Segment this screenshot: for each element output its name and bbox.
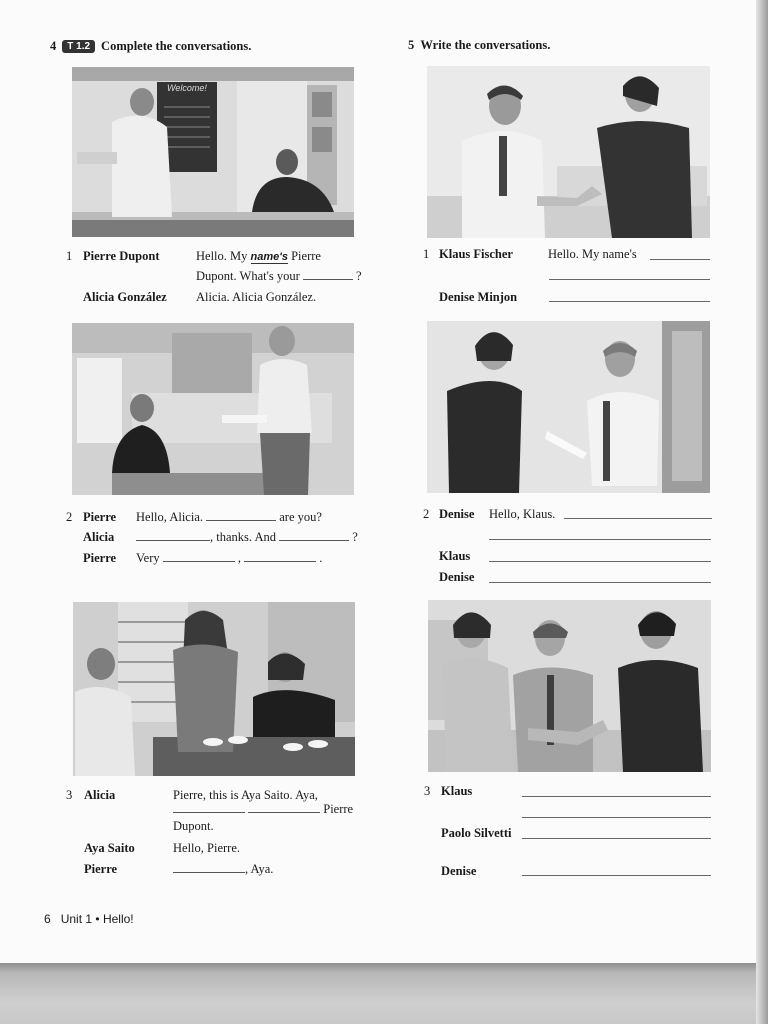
ex5-conv2-answer-line-2[interactable] bbox=[489, 539, 711, 540]
photo-alicia-introduces-aya bbox=[73, 602, 355, 776]
ex5-conv3-answer-line-4[interactable] bbox=[522, 875, 711, 876]
photo-denise-klaus-greeting bbox=[427, 321, 710, 493]
ex4-conv3-line-4: Hello, Pierre. bbox=[173, 841, 240, 855]
ex5-conv1-speaker-klaus-fischer: Klaus Fischer bbox=[439, 247, 513, 261]
ex4-conv2-line-3-start: Very bbox=[136, 551, 160, 565]
ex5-conv2-answer-line-1[interactable] bbox=[564, 518, 712, 519]
footer-unit-title: Hello! bbox=[102, 912, 134, 926]
photo-reception-desk bbox=[72, 67, 354, 237]
ex4-conv2-blank-fine[interactable] bbox=[136, 530, 210, 541]
ex5-conv1-line-1: Hello. My name's bbox=[548, 247, 637, 261]
exercise-5-number: 5 bbox=[408, 38, 415, 52]
ex4-conv3-line-3: Dupont. bbox=[173, 819, 214, 833]
ex4-conv1-line-a1-end: Pierre bbox=[291, 249, 321, 263]
ex5-conv2-speaker-denise: Denise bbox=[439, 507, 475, 521]
ex4-conv2-line-3 bbox=[136, 551, 322, 566]
page-edge-shadow bbox=[0, 963, 768, 1024]
ex4-conv3-line-5 bbox=[173, 862, 273, 877]
ex4-conv2-line-1-end: are you? bbox=[279, 510, 322, 524]
ex5-conv3-answer-line-1[interactable] bbox=[522, 796, 711, 797]
ex5-conv1-answer-line-1[interactable] bbox=[650, 259, 710, 260]
ex4-conv1-line-a2 bbox=[196, 269, 362, 284]
ex4-conv1-speaker-alicia-gonzalez: Alicia González bbox=[83, 290, 167, 304]
ex5-conv2-answer-line-4[interactable] bbox=[489, 582, 711, 583]
ex4-conv2-line-1-start: Hello, Alicia. bbox=[136, 510, 203, 524]
exercise-5-heading bbox=[408, 38, 550, 53]
ex4-conv2-speaker-pierre-2: Pierre bbox=[83, 551, 117, 565]
ex5-conv3-speaker-denise: Denise bbox=[441, 864, 477, 878]
ex4-conv3-line-5-end: , Aya. bbox=[245, 862, 274, 876]
ex5-conv2-line-1: Hello, Klaus. bbox=[489, 507, 556, 521]
ex4-conv2-line-3-end: . bbox=[319, 551, 323, 565]
ex4-conv1-number: 1 bbox=[66, 249, 73, 263]
ex4-conv2-speaker-alicia: Alicia bbox=[83, 530, 115, 544]
ex4-conv3-blank-hello[interactable] bbox=[173, 862, 245, 873]
welcome-sign: Welcome! bbox=[167, 83, 207, 93]
ex5-conv3-number: 3 bbox=[424, 784, 431, 798]
ex5-conv3-answer-line-2[interactable] bbox=[522, 817, 711, 818]
photo-klaus-paolo-denise bbox=[428, 600, 711, 772]
ex4-conv1-blank-name[interactable] bbox=[303, 269, 353, 280]
ex5-conv2-speaker-klaus: Klaus bbox=[439, 549, 471, 563]
footer-unit: Unit 1 bbox=[60, 912, 93, 926]
ex5-conv1-answer-line-2[interactable] bbox=[549, 279, 710, 280]
ex5-conv1-speaker-denise-minjon: Denise Minjon bbox=[439, 290, 518, 304]
exercise-4-title: Complete the conversations. bbox=[101, 39, 252, 53]
ex4-conv2-blank-you[interactable] bbox=[279, 530, 349, 541]
ex5-conv2-answer-line-3[interactable] bbox=[489, 561, 711, 562]
page-number: 6 bbox=[44, 912, 51, 926]
ex5-conv1-number: 1 bbox=[423, 247, 430, 261]
ex4-conv1-line-b: Alicia. Alicia González. bbox=[196, 290, 317, 304]
exercise-4-number: 4 bbox=[50, 39, 57, 53]
ex5-conv2-speaker-denise-2: Denise bbox=[439, 570, 475, 584]
ex5-conv2-number: 2 bbox=[423, 507, 430, 521]
ex4-conv3-blank-this-is-2[interactable] bbox=[248, 802, 320, 813]
ex4-conv2-line-2 bbox=[136, 530, 358, 545]
ex4-conv1-example-answer: name's bbox=[250, 251, 288, 263]
ex4-conv3-line-2-end: Pierre bbox=[323, 802, 354, 816]
photo-handshake-klaus-denise bbox=[427, 66, 710, 238]
ex4-conv3-blank-this-is[interactable] bbox=[173, 802, 245, 813]
ex4-conv2-speaker-pierre: Pierre bbox=[83, 510, 117, 524]
ex4-conv1-line-a2-text: Dupont. What's your bbox=[196, 269, 300, 283]
ex4-conv2-line-2-end: ? bbox=[352, 530, 358, 544]
audio-track-badge: T 1.2 bbox=[62, 40, 95, 53]
ex4-conv2-line-2-middle: , thanks. And bbox=[210, 530, 276, 544]
ex4-conv3-line-1: Pierre, this is Aya Saito. Aya, bbox=[173, 788, 318, 802]
footer-separator: • bbox=[95, 912, 100, 926]
page-footer bbox=[44, 912, 134, 926]
ex4-conv2-blank-well[interactable] bbox=[163, 551, 235, 562]
ex4-conv1-speaker-pierre-dupont: Pierre Dupont bbox=[83, 249, 160, 263]
exercise-5-title: Write the conversations. bbox=[420, 38, 551, 52]
ex4-conv2-blank-how[interactable] bbox=[206, 510, 276, 521]
ex5-conv3-speaker-klaus: Klaus bbox=[441, 784, 473, 798]
ex4-conv2-number: 2 bbox=[66, 510, 73, 524]
exercise-4-heading bbox=[50, 39, 251, 54]
ex4-conv3-number: 3 bbox=[66, 788, 73, 802]
ex4-conv1-question-mark: ? bbox=[356, 269, 362, 283]
photo-cafe-pierre-alicia bbox=[72, 323, 354, 495]
ex4-conv1-line-a1-start: Hello. My bbox=[196, 249, 248, 263]
ex4-conv2-blank-thanks[interactable] bbox=[244, 551, 316, 562]
ex5-conv3-speaker-paolo-silvetti: Paolo Silvetti bbox=[441, 826, 512, 840]
ex4-conv2-line-3-comma: , bbox=[237, 551, 241, 565]
ex4-conv3-speaker-aya-saito: Aya Saito bbox=[84, 841, 135, 855]
ex4-conv3-speaker-pierre: Pierre bbox=[84, 862, 118, 876]
ex4-conv2-line-1 bbox=[136, 510, 322, 525]
page-binding-edge bbox=[756, 0, 768, 1024]
ex5-conv3-answer-line-3[interactable] bbox=[522, 838, 711, 839]
ex4-conv3-line-2 bbox=[173, 802, 353, 817]
ex5-conv1-answer-line-3[interactable] bbox=[549, 301, 710, 302]
ex4-conv1-line-a1 bbox=[196, 249, 321, 264]
ex4-conv3-speaker-alicia: Alicia bbox=[84, 788, 116, 802]
